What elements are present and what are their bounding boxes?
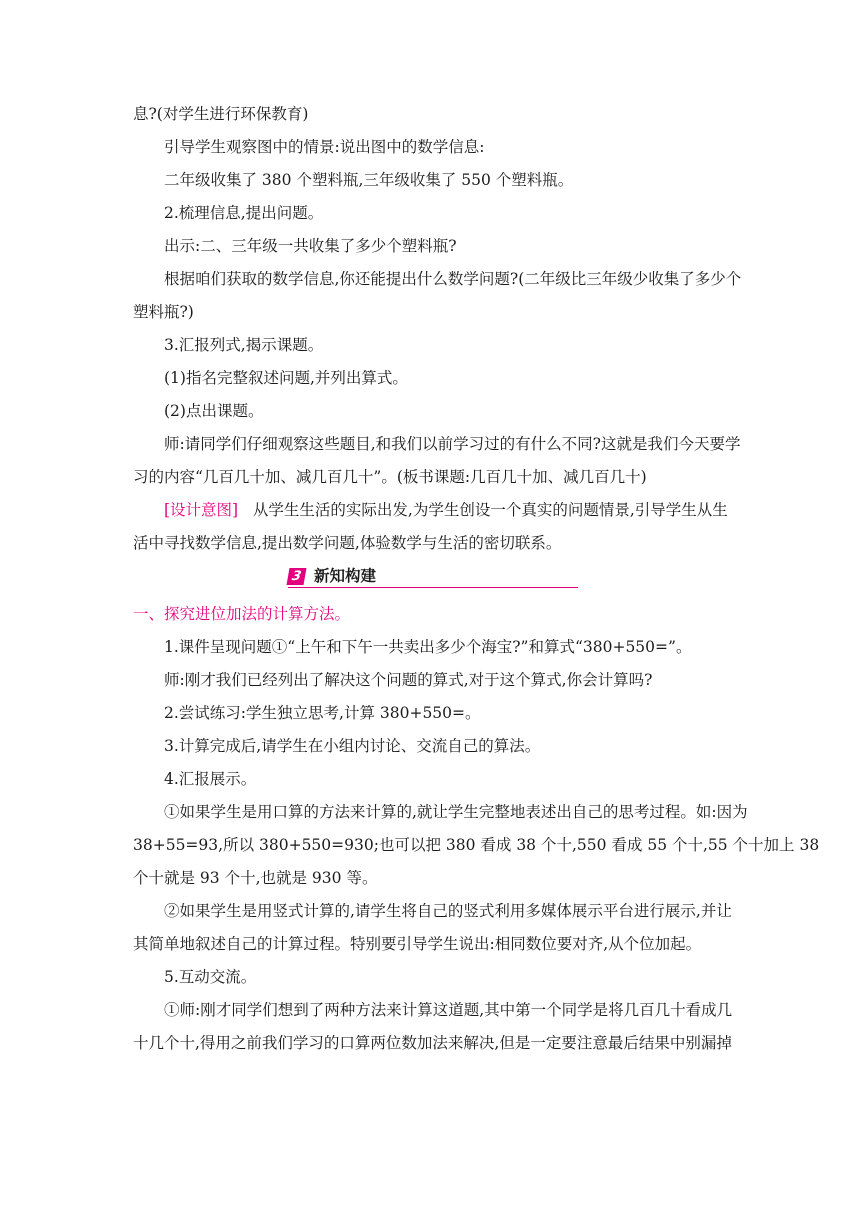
design-note-line [133, 494, 733, 527]
paragraph-line: 3.汇报列式,揭示课题。 [164, 336, 324, 354]
paragraph-line: 1.课件呈现问题①“上午和下午一共卖出多少个海宝?”和算式“380+550=”。 [164, 638, 692, 656]
paragraph-line: 师:请同学们仔细观察这些题目,和我们以前学习过的有什么不同?这就是我们今天要学 [164, 435, 741, 453]
paragraph-line: ②如果学生是用竖式计算的,请学生将自己的竖式利用多媒体展示平台进行展示,并让 [164, 902, 732, 920]
paragraph-line: 二年级收集了 380 个塑料瓶,三年级收集了 550 个塑料瓶。 [164, 171, 574, 189]
paragraph-line: ①如果学生是用口算的方法来计算的,就让学生完整地表述出自己的思考过程。如:因为 [164, 803, 748, 821]
subheading: 一、探究进位加法的计算方法。 [133, 605, 351, 623]
paragraph-line: 4.汇报展示。 [164, 770, 257, 788]
design-note-text: 从学生生活的实际出发,为学生创设一个真实的问题情景,引导学生从生 [238, 501, 728, 519]
paragraphs-after [133, 631, 820, 1060]
paragraph-line: 引导学生观察图中的情景:说出图中的数学信息: [164, 138, 485, 156]
paragraph-line: 2.尝试练习:学生独立思考,计算 380+550=。 [164, 704, 481, 722]
paragraph-line: (2)点出课题。 [164, 402, 264, 420]
paragraph-line: (1)指名完整叙述问题,并列出算式。 [164, 369, 408, 387]
paragraph-line: 2.梳理信息,提出问题。 [164, 204, 324, 222]
paragraph-line: 3.计算完成后,请学生在小组内讨论、交流自己的算法。 [164, 737, 541, 755]
paragraph-line: 根据咱们获取的数学信息,你还能提出什么数学问题?(二年级比三年级少收集了多少个 [164, 270, 742, 288]
section-underline [288, 587, 578, 588]
paragraph-line: 38+55=93,所以 380+550=930;也可以把 380 看成 38 个十,550 看成 55 个十,55 个十加上 38 [133, 836, 820, 854]
paragraph-line: 个十就是 93 个十,也就是 930 等。 [133, 869, 378, 887]
paragraph-line: 十几个十,得用之前我们学习的口算两位数加法来解决,但是一定要注意最后结果中别漏掉 [133, 1034, 732, 1052]
design-note-line-2: 活中寻找数学信息,提出数学问题,体验数学与生活的密切联系。 [133, 534, 562, 552]
section-title: 新知构建 [314, 567, 377, 585]
design-note-label: [设计意图] [164, 501, 239, 519]
paragraph-line: 其简单地叙述自己的计算过程。特别要引导学生说出:相同数位要对齐,从个位加起。 [133, 935, 702, 953]
document-page [133, 98, 820, 1060]
section-header [288, 560, 578, 598]
paragraph-line: 师:刚才我们已经列出了解决这个问题的算式,对于这个算式,你会计算吗? [164, 671, 653, 689]
paragraphs-before [133, 98, 742, 494]
paragraph-line: ①师:刚才同学们想到了两种方法来计算这道题,其中第一个同学是将几百几十看成几 [164, 1001, 733, 1019]
paragraph-line: 5.互动交流。 [164, 968, 257, 986]
paragraph-line: 习的内容“几百几十加、减几百几十”。(板书课题:几百几十加、减几百几十) [133, 468, 647, 486]
paragraph-line: 息?(对学生进行环保教育) [133, 105, 309, 123]
section-number-badge: 3 [287, 568, 307, 585]
paragraph-line: 出示:二、三年级一共收集了多少个塑料瓶? [164, 237, 457, 255]
paragraph-line: 塑料瓶?) [133, 303, 194, 321]
